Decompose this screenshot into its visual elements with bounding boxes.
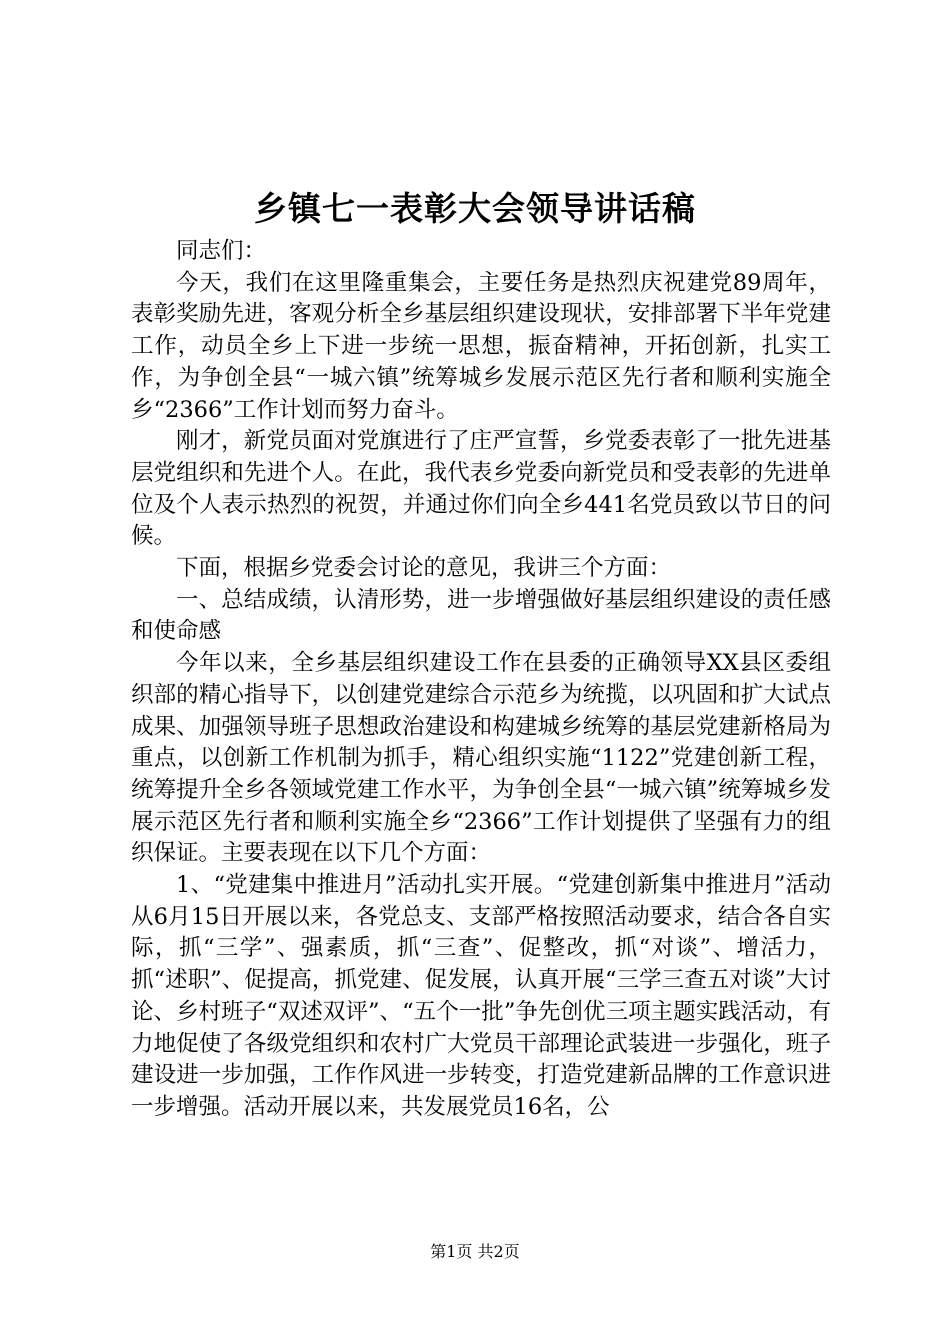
document-title: 乡镇七一表彰大会领导讲话稿 [254,189,696,228]
paragraph-item-1: 1、“党建集中推进月”活动扎实开展。“党建创新集中推进月”活动从6月15日开展以来，各党总支、支部严格按照活动要求，结合各自实际，抓“三学”、强素质，抓“三查”、促整改，抓“对谈”、增活力，抓“述职”、促提高，抓党建、促发展，认真开展“三学三查五对谈”大讨论、乡村班子“双述双评”、“五个一批”争先创优三项主题实践活动，有力地促使了各级党组织和农村广大党员干部理论武装进一步强化，班子建设进一步加强，工作作风进一步转变，打造党建新品牌的工作意识进一步增强。活动开展以来，共发展党员16名，公 [131,872,831,1120]
paragraph-opening: 今天，我们在这里隆重集会，主要任务是热烈庆祝建党89周年，表彰奖励先进，客观分析全乡基层组织建设现状，安排部署下半年党建工作，动员全乡上下进一步统一思想，振奋精神，开拓创新，扎实工作，为争创全县“一城六镇”统筹城乡发展示范区先行者和顺利实施全乡“2366”工作计划而努力奋斗。 [131,269,831,423]
document-body [131,236,831,1124]
paragraph-achievements: 今年以来，全乡基层组织建设工作在县委的正确领导XX县区委组织部的精心指导下，以创建党建综合示范乡为统揽，以巩固和扩大试点成果、加强领导班子思想政治建设和构建城乡统筹的基层党建新格局为重点，以创新工作机制为抓手，精心组织实施“1122”党建创新工程，统筹提升全乡各领域党建工作水平，为争创全县“一城六镇”统筹城乡发展示范区先行者和顺利实施全乡“2366”工作计划提供了坚强有力的组织保证。主要表现在以下几个方面： [131,650,831,867]
page-footer: 第1页 共2页 [430,1242,520,1261]
paragraph-salutation: 同志们： [176,238,267,264]
paragraph-outline: 下面，根据乡党委会讨论的意见，我讲三个方面： [176,555,672,582]
paragraph-congratulations: 刚才，新党员面对党旗进行了庄严宣誓，乡党委表彰了一批先进基层党组织和先进个人。在此，我代表乡党委向新党员和受表彰的先进单位及个人表示热烈的祝贺，并通过你们向全乡441名党员致以节日的问候。 [131,428,831,550]
section-heading-1: 一、总结成绩，认清形势，进一步增强做好基层组织建设的责任感和使命感 [131,586,831,645]
